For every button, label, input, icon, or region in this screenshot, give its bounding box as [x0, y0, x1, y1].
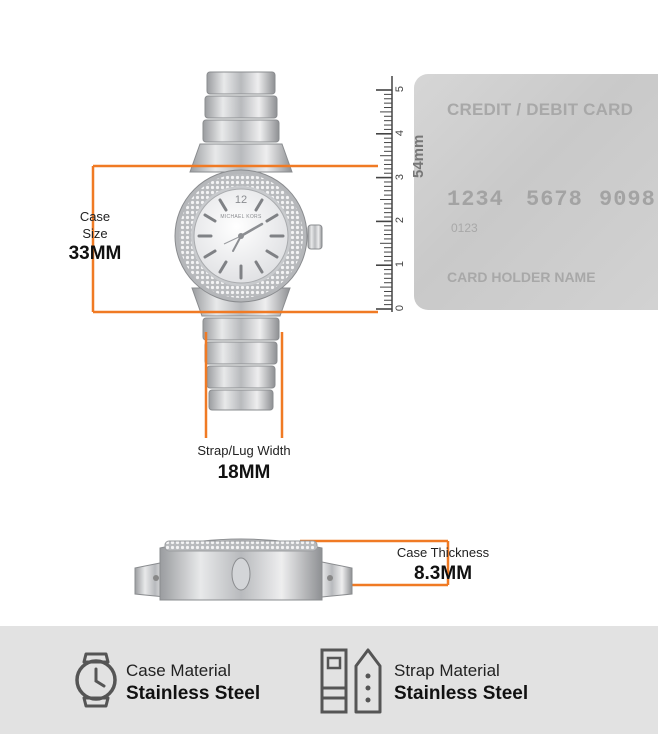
case-material-label: Case Material	[126, 661, 231, 680]
ruler-number: 0	[394, 304, 407, 312]
watch-case	[175, 170, 322, 302]
dial-numeral: 12	[234, 194, 248, 206]
card-number-group-2: 5678	[526, 187, 583, 212]
case-thickness-label: Case Thickness	[396, 545, 490, 560]
case-size-label-line1: Case	[79, 209, 111, 224]
ruler-number: 2	[394, 217, 407, 224]
case-thickness-value: 8.3MM	[413, 563, 473, 584]
card-small-number: 0123	[451, 221, 478, 235]
ruler-number: 5	[394, 85, 407, 93]
strap-material-value: Stainless Steel	[394, 683, 529, 704]
card-number-group-3: 9098	[599, 187, 656, 212]
strap-icon	[318, 646, 388, 718]
case-material-value: Stainless Steel	[126, 683, 261, 704]
ruler-number: 3	[394, 173, 407, 180]
dial-brand: MICHAEL KORS	[220, 214, 262, 220]
case-size-value: 33MM	[68, 243, 122, 264]
watch-side-view	[135, 539, 352, 600]
card-number-group-1: 1234	[447, 187, 504, 212]
ruler-ticks	[376, 90, 392, 309]
card-title: CREDIT / DEBIT CARD	[447, 100, 634, 119]
features-footer	[0, 626, 658, 734]
card-holder-name: CARD HOLDER NAME	[447, 269, 596, 285]
ruler-number: 4	[394, 129, 407, 136]
bracelet-upper	[190, 72, 292, 172]
case-size-label-line2: Size	[82, 226, 108, 241]
ruler-number: 1	[394, 261, 407, 268]
watch-icon	[66, 648, 126, 712]
strap-width-label: Strap/Lug Width	[197, 443, 291, 458]
case-size-label	[58, 208, 132, 242]
strap-width-value: 18MM	[217, 462, 271, 483]
card-height-label: 54mm	[410, 134, 427, 178]
strap-material-label: Strap Material	[394, 661, 500, 680]
